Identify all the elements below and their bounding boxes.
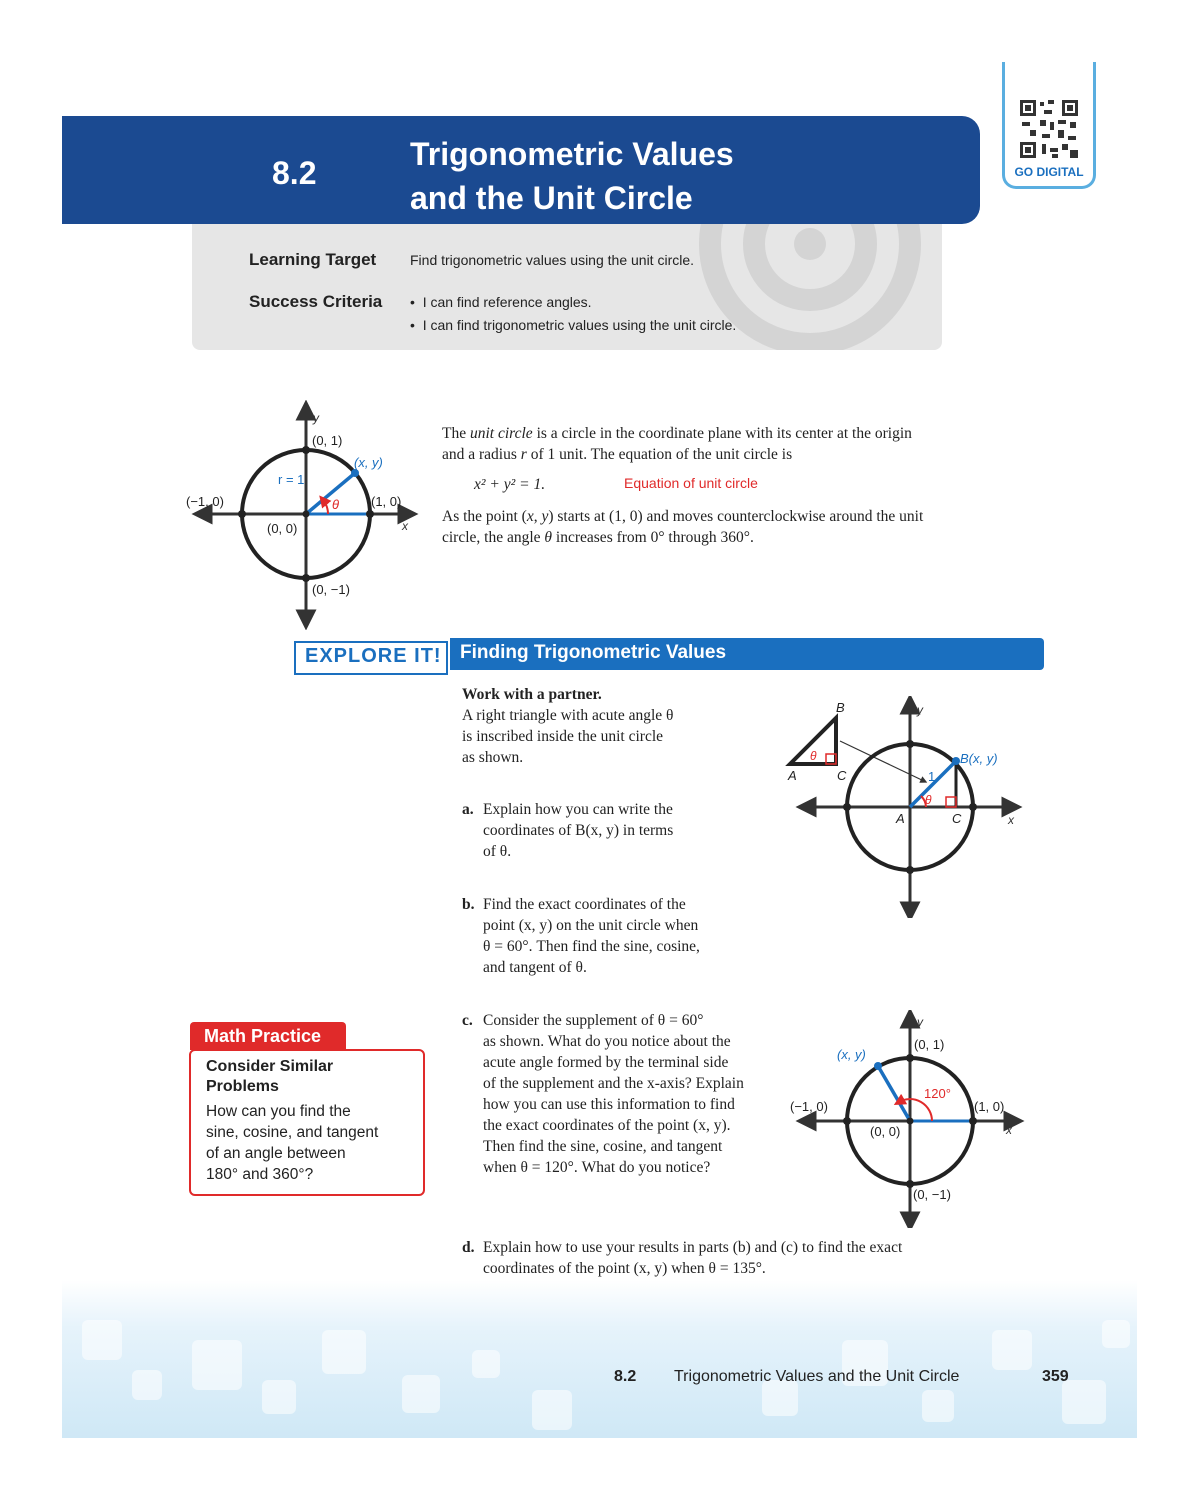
origin-point: [303, 511, 310, 518]
page-number: 359: [1042, 1368, 1069, 1385]
label-point-xy: (x, y): [837, 1047, 866, 1062]
label-theta: θ: [332, 497, 340, 512]
question-b: b. Find the exact coordinates of the point (x, y) on the unit circle when θ = 60°. Then find the sine, cosine, and tangent of θ.: [462, 896, 700, 976]
qr-code-icon: [1018, 98, 1080, 160]
lesson-title-line2: and the Unit Circle: [410, 180, 693, 216]
label-C-2: C: [952, 811, 962, 826]
point-xy: [351, 469, 359, 477]
work-heading: Work with a partner.: [462, 686, 602, 703]
point-left: [843, 803, 851, 811]
label-origin: (0, 0): [870, 1124, 901, 1139]
label-left: (−1, 0): [790, 1099, 828, 1114]
lesson-title: [410, 132, 734, 220]
footer-decoration: [62, 1280, 1137, 1438]
point-left: [238, 510, 246, 518]
math-practice-body: How can you find the sine, cosine, and tangent of an angle between 180° and 360°?: [206, 1103, 379, 1183]
explore-it-tag: EXPLORE IT!: [294, 641, 448, 675]
supplement-unit-circle-diagram: [780, 1010, 1030, 1228]
go-digital-label: GO DIGITAL: [1014, 165, 1084, 179]
hypotenuse-line: [910, 761, 956, 807]
label-point-B: B(x, y): [960, 751, 998, 766]
footer-section: 8.2: [614, 1368, 637, 1385]
intro-paragraph: The unit circle is a circle in the coordinate plane with its center at the origin and a radius r of 1 unit. The equation of the unit circle is: [442, 425, 912, 463]
point-bottom: [302, 574, 310, 582]
x-axis-label: x: [1008, 813, 1014, 827]
unit-circle-term: unit circle: [469, 425, 533, 442]
y-axis-label: y: [917, 703, 923, 717]
point-xy: [874, 1062, 882, 1070]
lesson-title-line1: Trigonometric Values: [410, 136, 734, 172]
radius-line: [306, 473, 355, 514]
learning-target-label: Learning Target: [249, 250, 377, 269]
section-number: 8.2: [272, 155, 317, 191]
angle-arc: [323, 500, 328, 514]
point-right: [969, 803, 977, 811]
x-axis-label: x: [1006, 1123, 1012, 1137]
pointer-arrow: [840, 741, 926, 782]
point-right: [366, 510, 374, 518]
label-A: A: [788, 768, 797, 783]
question-d: d. Explain how to use your results in parts (b) and (c) to find the exact coordinates of the point (x, y) when θ = 135°.: [462, 1239, 903, 1277]
math-practice-box: [189, 1049, 425, 1196]
explore-title-bar: [450, 638, 1044, 670]
success-criteria-item: • I can find reference angles.: [410, 294, 592, 310]
learning-target-box: [192, 224, 942, 350]
explore-title: Finding Trigonometric Values: [460, 642, 727, 663]
y-axis-label: y: [917, 1015, 923, 1029]
go-digital-button[interactable]: [1002, 62, 1096, 189]
label-theta: θ: [810, 749, 817, 763]
intro-paragraph-2: As the point (x, y) starts at (1, 0) and moves counterclockwise around the unit circle, the angle θ increases from 0° through 360°.: [442, 508, 924, 546]
label-origin: (0, 0): [267, 521, 298, 536]
label-bottom: (0, −1): [913, 1187, 951, 1202]
label-angle: 120°: [924, 1086, 951, 1101]
label-right: (1, 0): [974, 1099, 1005, 1114]
label-point-xy: (x, y): [354, 455, 383, 470]
point-b: [952, 757, 960, 765]
math-practice-heading: Consider Similar Problems: [206, 1058, 334, 1095]
y-axis-label: y: [313, 411, 319, 425]
label-C: C: [837, 768, 847, 783]
unit-circle-diagram: [180, 400, 420, 630]
label-theta-2: θ: [925, 793, 932, 807]
label-top: (0, 1): [312, 433, 343, 448]
explore-intro: Work with a partner. A right triangle with acute angle θ is inscribed inside the unit circle as shown.: [462, 684, 782, 768]
label-A-2: A: [896, 811, 905, 826]
x-axis-label: x: [402, 519, 408, 533]
origin-point: [907, 1118, 914, 1125]
label-radius: r = 1: [278, 472, 305, 487]
success-criteria-item: • I can find trigonometric values using the unit circle.: [410, 317, 737, 333]
math-practice-tab: Math Practice: [190, 1022, 346, 1050]
triangle-unit-circle-diagram: [780, 696, 1030, 918]
point-top: [906, 740, 914, 748]
label-top: (0, 1): [914, 1037, 945, 1052]
point-top: [302, 446, 310, 454]
learning-target-text: Find trigonometric values using the unit circle.: [410, 252, 695, 268]
equation-note: Equation of unit circle: [624, 475, 758, 491]
terminal-side-line: [878, 1066, 910, 1121]
success-criteria-label: Success Criteria: [249, 292, 383, 311]
question-c: c. Consider the supplement of θ = 60° as shown. What do you notice about the acute angle formed by the terminal side of the supplement and the x-axis? Explain how you can use this information to find the exact coordinates of the point (x, y). Then find the sine, cosine, and tangent when θ = 120°. What do you notice?: [462, 1012, 744, 1176]
unit-circle-equation: x² + y² = 1.: [474, 476, 546, 493]
point-right: [969, 1117, 977, 1125]
point-bottom: [906, 866, 914, 874]
point-left: [843, 1117, 851, 1125]
label-left: (−1, 0): [186, 494, 224, 509]
footer-title: Trigonometric Values and the Unit Circle: [674, 1368, 960, 1385]
question-a: a. Explain how you can write the coordinates of B(x, y) in terms of θ.: [462, 801, 674, 860]
label-right: (1, 0): [371, 494, 402, 509]
point-top: [906, 1054, 914, 1062]
label-one: 1: [928, 769, 936, 784]
label-bottom: (0, −1): [312, 582, 350, 597]
label-B: B: [836, 700, 845, 715]
